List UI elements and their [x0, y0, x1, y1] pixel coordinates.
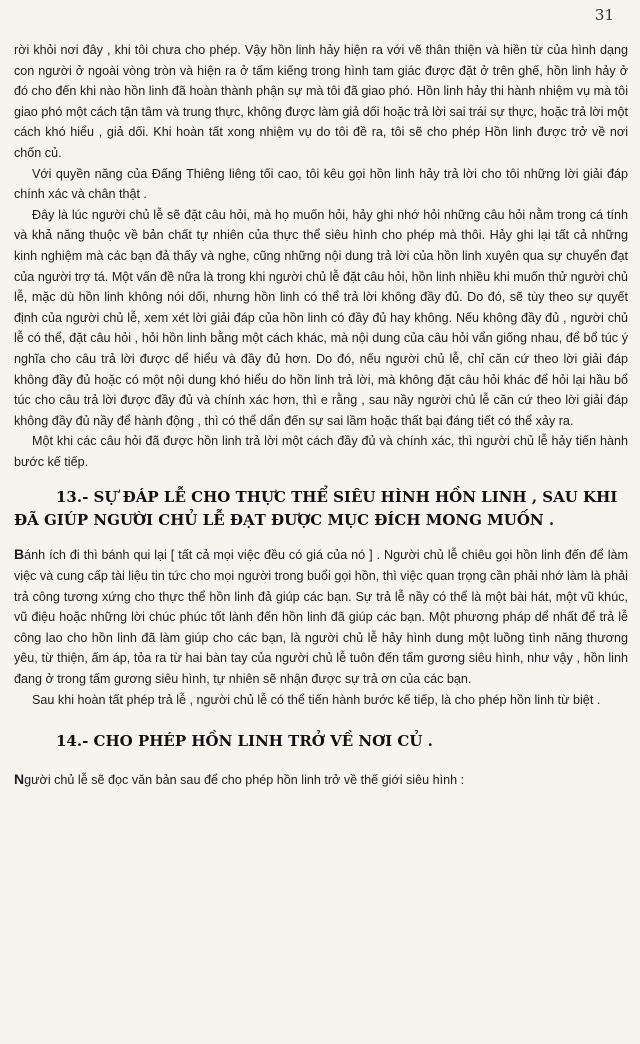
- section-heading-13-line2: ĐÃ GIÚP NGƯỜI CHỦ LỄ ĐẠT ĐƯỢC MỤC ĐÍCH MONG MUỐN .: [14, 511, 555, 530]
- paragraph-release: [14, 769, 628, 791]
- page-number: 31: [594, 6, 614, 24]
- page-content: [14, 40, 628, 791]
- paragraph-offering-text: ánh ích đi thì bánh qui lại [ tất cả mọi việc đều có giá của nó ] . Người chủ lễ chiêu gọi hồn linh đến để làm việc và cung cấp tài liệu tin tức cho mọi người trong buổi gọi hồn, thì việc quan trọng cần phải nhớ làm là phải trả công tương xứng cho thực thể hồn linh đả giúp các bạn. Sự trả lễ nầy có thể là một bài hát, một vũ khúc, vũ điệu hoặc những lời chúc phúc tốt lành đến hồn linh đã giúp các bạn. Một phương pháp dể nhất để trả lễ công lao cho hồn linh đã làm giúp cho các bạn, là người chủ lễ hảy hình dung một luồng tình năng thương yêu, từ thiện, ấm áp, tỏa ra từ hai bàn tay của người chủ lễ tuôn đến tấm gương siêu hình, như vậy , hồn linh đang ở trong tấm gương siêu hình, tự nhiên sẽ nhận được sự trả ơn của các bạn.: [14, 548, 628, 687]
- paragraph-after-offering: Sau khi hoàn tất phép trả lễ , người chủ lễ có thể tiến hành bước kế tiếp, là cho phép hồn linh từ biệt .: [32, 692, 601, 707]
- section-heading-14: 14.- CHO PHÉP HỒN LINH TRỞ VỀ NƠI CỦ .: [56, 732, 433, 751]
- paragraph-release-text: gười chủ lễ sẽ đọc văn bản sau để cho phép hồn linh trở về thế giới siêu hình :: [24, 773, 465, 788]
- paragraph-offering: [14, 544, 628, 689]
- paragraph-continuation: rời khỏi nơi đây , khi tôi chưa cho phép. Vậy hồn linh hảy hiện ra với vẽ thân thiện và hiền từ của hình dạng con người ở ngoài vòng tròn và hiện ra ở tấm kiếng trong hình tam giác được đặt ở trên ghế, hồn linh hảy ở đó cho đến khi nào hồn linh đã hoàn thành phận sự mà tôi đã giao phó. Hồn linh hảy thi hành nhiệm vụ mà tôi giao phó một cách tận tâm và trung thực, không được làm giả dối hoặc trả lời sai trái sự thực, hoặc trả lời một cách khó hiểu , giả dối. Khi hoàn tất xong nhiệm vụ do tôi đề ra, tôi sẽ cho phép Hồn linh được trở về nơi chốn củ.: [14, 43, 628, 160]
- dropcap-letter: B: [14, 546, 25, 563]
- dropcap-letter: N: [14, 771, 25, 788]
- section-heading-13: [14, 486, 628, 532]
- paragraph-invocation: Với quyền năng của Đấng Thiêng liêng tối cao, tôi kêu gọi hồn linh hảy trả lời cho tôi những lời giải đáp chính xác và chân thật .: [14, 166, 628, 202]
- section-heading-13-line1: 13.- SỰ ĐÁP LỄ CHO THỰC THỂ SIÊU HÌNH HỒN LINH , SAU KHI: [56, 488, 618, 507]
- paragraph-next-step: Một khi các câu hỏi đã được hồn linh trả lời một cách đầy đủ và chính xác, thì người chủ lễ hảy tiến hành bước kế tiếp.: [14, 434, 628, 469]
- paragraph-questions: Đây là lúc người chủ lễ sẽ đặt câu hỏi, mà họ muốn hỏi, hảy ghi nhớ hỏi những câu hỏi nằm trong cá tính và khả năng thuộc về bản chất tự nhiên của thực thể siêu hình cho phép mà thôi. Hảy ghi lại tất cả những kinh nghiệm mà các bạn đả thấy và nghe, cũng những nội dung trả lời của hồn linh xuyên qua sự chuyển đạt của người trợ tá. Một vấn đề nữa là trong khi người chủ lễ đặt câu hỏi, hồn linh nhiều khi muốn thử người chủ lễ, mặc dù hồn linh không nói dối, nhưng hồn linh có thể trả lời không đầy đủ. Do đó, sẽ tùy theo sự quyết định của người chủ lễ, xem xét lời giải đáp của hồn linh có đầy đủ hay không. Nếu không đầy đủ , người chủ lễ có thể, đặt câu hỏi , hỏi hồn linh bằng một cách khác, mà nội dung của câu hỏi vẩn giống nhau, để bổ túc ý nghĩa cho câu trả lời được dể hiểu và đầy đủ hơn. Do đó, nếu người chủ lễ, chỉ căn cứ theo lời giải đáp không đầy đủ hoặc có một nội dung khó hiểu do hồn linh trả lời, mà không đặt câu hỏi khác để hỏi lại hầu bổ túc cho câu trả lời được đầy đủ và chính xác hơn, thì e rằng , sau nầy người chủ lễ căn cứ theo lời giải đáp không đầy đủ nầy để hành động , thì có thể dẩn đến sự sai lầm hoặc thất bại đáng tiết có thể xảy ra.: [14, 207, 628, 428]
